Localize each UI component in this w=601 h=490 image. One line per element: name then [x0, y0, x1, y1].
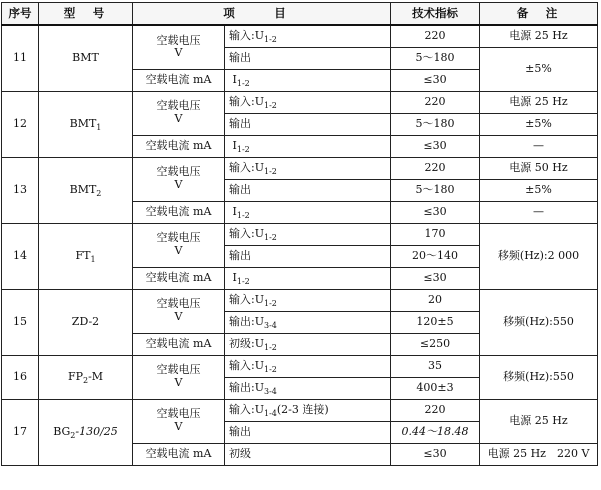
no-load-voltage-label: 空载电压 V	[133, 157, 225, 201]
remark-output: ±5%	[480, 113, 598, 135]
model-cell: $FT_1$	[39, 223, 133, 289]
spec-current: ≤30	[391, 69, 480, 91]
header-item: 项 目	[133, 3, 391, 26]
spec-output: 5～180	[391, 179, 480, 201]
model-cell: $BMT_2$	[39, 157, 133, 223]
no-load-current-label: 空载电流 mA	[133, 135, 225, 157]
row-number: 15	[2, 289, 39, 355]
transformer-spec-table	[1, 2, 598, 466]
spec-current: ≤30	[391, 135, 480, 157]
remark-output: ±5%	[480, 179, 598, 201]
param-output: 输出	[225, 47, 391, 69]
model-cell: ZD-2	[39, 289, 133, 355]
remark-input: 电源 25 Hz	[480, 91, 598, 113]
spec-input: 220	[391, 157, 480, 179]
remark-input: 电源 50 Hz	[480, 157, 598, 179]
no-load-current-label: 空载电流 mA	[133, 267, 225, 289]
param-current: $I_{1-2}$	[225, 267, 391, 289]
spec-input: 220	[391, 399, 480, 421]
spec-output: 5～180	[391, 113, 480, 135]
spec-output: 5～180	[391, 47, 480, 69]
param-output: 输出	[225, 179, 391, 201]
no-load-voltage-label: 空载电压 V	[133, 91, 225, 135]
table-row	[2, 25, 598, 47]
remark-tolerance: ±5%	[480, 47, 598, 91]
param-current: $I_{1-2}$	[225, 135, 391, 157]
row-number: 12	[2, 91, 39, 157]
row-number: 11	[2, 25, 39, 91]
param-current: $I_{1-2}$	[225, 201, 391, 223]
header-remark: 备 注	[480, 3, 598, 26]
remark-current: —	[480, 135, 598, 157]
spec-output: 400±3	[391, 377, 480, 399]
spec-current: ≤30	[391, 201, 480, 223]
header-no: 序号	[2, 3, 39, 26]
param-output: 输出$:U_{3-4}$	[225, 377, 391, 399]
model-cell: $BMT_1$	[39, 91, 133, 157]
param-input: 输入$:U_{1-2}$	[225, 157, 391, 179]
remark-frequency: 移频(Hz):550	[480, 289, 598, 355]
spec-output: 120±5	[391, 311, 480, 333]
no-load-current-label: 空载电流 mA	[133, 69, 225, 91]
param-output: 输出	[225, 421, 391, 443]
table-row	[2, 355, 598, 377]
param-input: 输入$:U_{1-2}$	[225, 289, 391, 311]
row-number: 14	[2, 223, 39, 289]
header-model: 型 号	[39, 3, 133, 26]
no-load-voltage-label: 空载电压 V	[133, 399, 225, 443]
spec-output: 20～140	[391, 245, 480, 267]
no-load-voltage-label: 空载电压 V	[133, 223, 225, 267]
param-input: 输入$:U_{1-2}$	[225, 355, 391, 377]
table-row	[2, 223, 598, 245]
table-row	[2, 91, 598, 113]
remark-frequency: 移频(Hz):550	[480, 355, 598, 399]
remark-frequency: 移频(Hz):2 000	[480, 223, 598, 289]
spec-output: 0.44～18.48	[391, 421, 480, 443]
param-output: 输出	[225, 113, 391, 135]
param-current: 初级	[225, 443, 391, 465]
param-input: 输入$:U_{1-2}$	[225, 91, 391, 113]
spec-current: ≤250	[391, 333, 480, 355]
row-number: 16	[2, 355, 39, 399]
table-row	[2, 289, 598, 311]
spec-current: ≤30	[391, 267, 480, 289]
no-load-current-label: 空载电流 mA	[133, 443, 225, 465]
remark-input: 电源 25 Hz	[480, 399, 598, 443]
remark-input: 电源 25 Hz	[480, 25, 598, 47]
param-current: $I_{1-2}$	[225, 69, 391, 91]
spec-input: 220	[391, 25, 480, 47]
spec-input: 35	[391, 355, 480, 377]
spec-input: 220	[391, 91, 480, 113]
row-number: 17	[2, 399, 39, 465]
no-load-voltage-label: 空载电压 V	[133, 355, 225, 399]
spec-input: 170	[391, 223, 480, 245]
header-row	[2, 3, 598, 26]
param-input: 输入$:U_{1-2}$	[225, 223, 391, 245]
param-output: 输出$:U_{3-4}$	[225, 311, 391, 333]
no-load-current-label: 空载电流 mA	[133, 333, 225, 355]
no-load-voltage-label: 空载电压 V	[133, 25, 225, 69]
model-cell: BMT	[39, 25, 133, 91]
param-input: 输入$:U_{1-4}(2-3$ 连接)	[225, 399, 391, 421]
model-cell: $BG_2-130/25$	[39, 399, 133, 465]
spec-input: 20	[391, 289, 480, 311]
param-current: 初级$:U_{1-2}$	[225, 333, 391, 355]
header-spec: 技术指标	[391, 3, 480, 26]
spec-current: ≤30	[391, 443, 480, 465]
param-output: 输出	[225, 245, 391, 267]
no-load-voltage-label: 空载电压 V	[133, 289, 225, 333]
row-number: 13	[2, 157, 39, 223]
remark-current: —	[480, 201, 598, 223]
param-input: 输入$:U_{1-2}$	[225, 25, 391, 47]
table-row	[2, 399, 598, 421]
remark-current: 电源 25 Hz 220 V	[480, 443, 598, 465]
model-cell: $FP_2-M$	[39, 355, 133, 399]
no-load-current-label: 空载电流 mA	[133, 201, 225, 223]
table-row	[2, 157, 598, 179]
